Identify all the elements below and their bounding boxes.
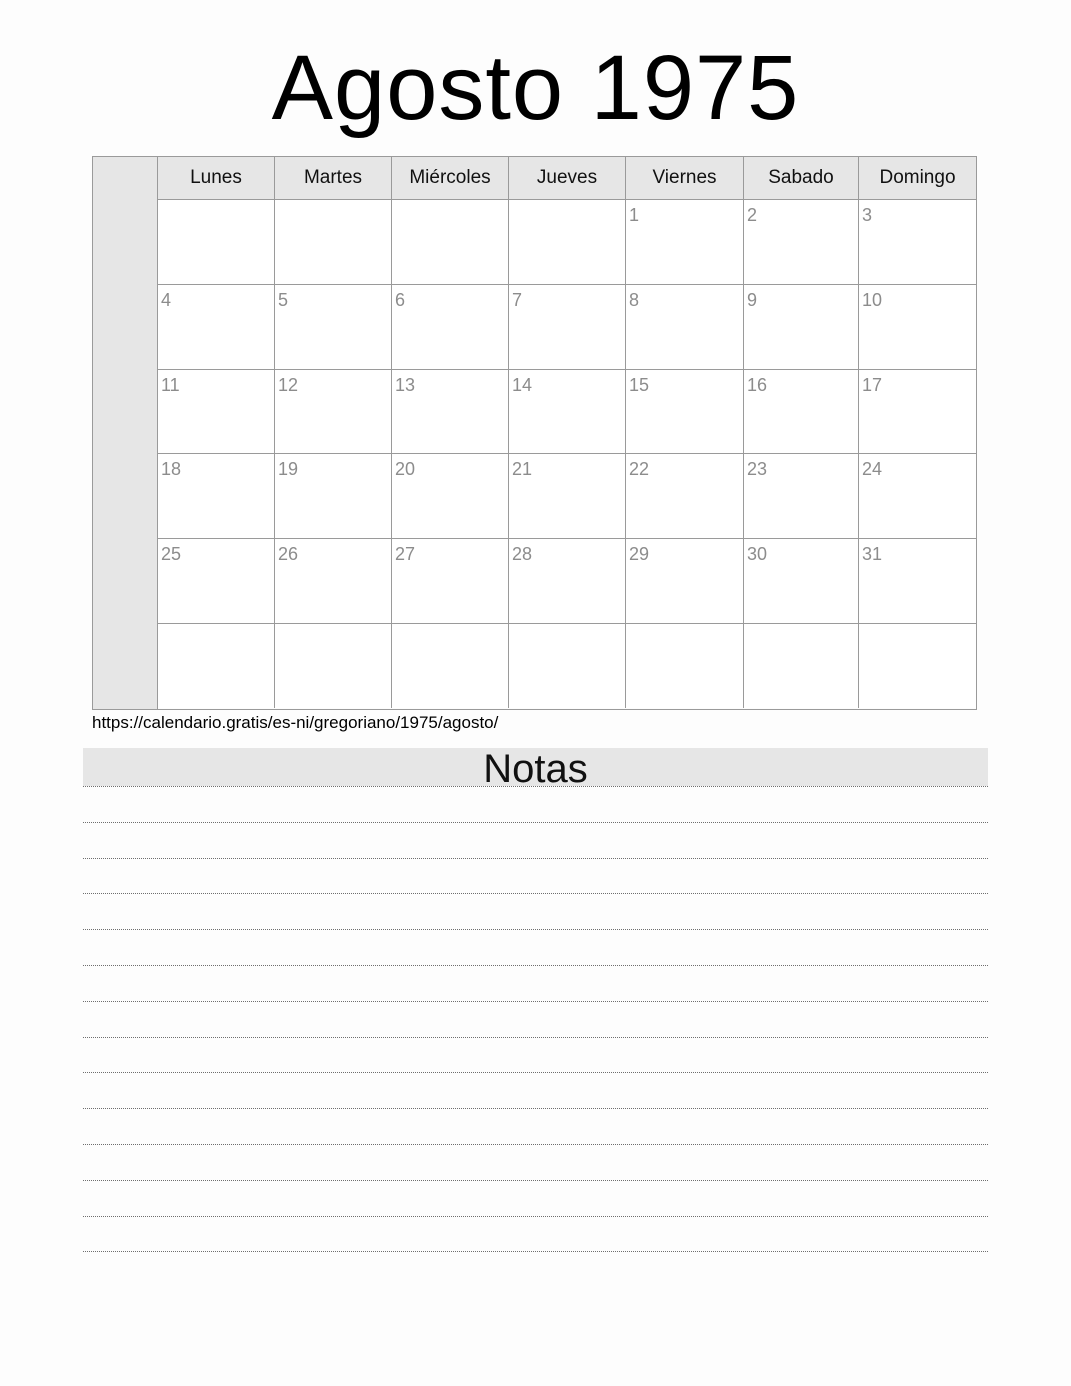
day-number: 28 (512, 544, 533, 564)
day-cell (509, 539, 626, 624)
note-line (83, 1037, 988, 1038)
weekday-header: Viernes (626, 157, 744, 200)
note-line (83, 1251, 988, 1252)
calendar-grid (92, 156, 977, 710)
day-number: 2 (747, 205, 758, 225)
day-number: 10 (862, 290, 883, 310)
note-line (83, 1108, 988, 1109)
day-number: 6 (395, 290, 406, 310)
note-line (83, 1072, 988, 1073)
day-cell (744, 370, 859, 454)
weekday-header: Martes (275, 157, 392, 200)
day-number: 18 (161, 459, 182, 479)
note-line (83, 965, 988, 966)
day-number: 9 (747, 290, 758, 310)
day-cell (859, 285, 976, 370)
day-number: 4 (161, 290, 172, 310)
day-number: 7 (512, 290, 523, 310)
day-number: 11 (161, 375, 180, 395)
day-cell (509, 200, 626, 285)
day-cell (626, 539, 744, 624)
note-line (83, 929, 988, 930)
day-cell (392, 539, 509, 624)
day-number: 29 (629, 544, 650, 564)
day-number: 3 (862, 205, 873, 225)
note-line (83, 1144, 988, 1145)
day-cell (392, 370, 509, 454)
week-number-column (93, 157, 158, 709)
day-number: 12 (278, 375, 299, 395)
day-cell (509, 285, 626, 370)
weekday-header: Jueves (509, 157, 626, 200)
day-number: 19 (278, 459, 299, 479)
day-number: 16 (747, 375, 768, 395)
day-number: 23 (747, 459, 768, 479)
day-cell (275, 370, 392, 454)
day-cell (275, 200, 392, 285)
day-cell (392, 285, 509, 370)
day-number: 14 (512, 375, 533, 395)
note-line (83, 786, 988, 787)
weekday-header: Domingo (859, 157, 976, 200)
day-number: 15 (629, 375, 650, 395)
note-line (83, 1001, 988, 1002)
day-cell (275, 539, 392, 624)
day-cell (392, 200, 509, 285)
day-cell (744, 200, 859, 285)
day-cell (158, 370, 275, 454)
day-cell (275, 624, 392, 708)
day-number: 13 (395, 375, 416, 395)
day-cell (509, 454, 626, 539)
day-number: 30 (747, 544, 768, 564)
calendar-days (158, 157, 976, 709)
day-number: 26 (278, 544, 299, 564)
day-number: 25 (161, 544, 182, 564)
day-cell (859, 454, 976, 539)
page-title: Agosto 1975 (271, 37, 800, 139)
note-line (83, 893, 988, 894)
day-cell (158, 200, 275, 285)
day-cell (744, 454, 859, 539)
day-cell (392, 454, 509, 539)
day-number: 8 (629, 290, 640, 310)
note-line (83, 822, 988, 823)
note-line (83, 1216, 988, 1217)
day-cell (626, 454, 744, 539)
day-cell (859, 200, 976, 285)
day-cell (859, 370, 976, 454)
source-url[interactable]: https://calendario.gratis/es-ni/gregoriano/1975/agosto/ (92, 713, 499, 732)
day-cell (626, 624, 744, 708)
day-cell (626, 285, 744, 370)
day-number: 1 (629, 205, 640, 225)
day-cell (158, 285, 275, 370)
day-cell (275, 285, 392, 370)
note-line (83, 1180, 988, 1181)
note-line (83, 858, 988, 859)
day-cell (626, 200, 744, 285)
day-cell (158, 454, 275, 539)
day-cell (158, 539, 275, 624)
day-number: 31 (862, 544, 883, 564)
day-number: 24 (862, 459, 883, 479)
weekday-header: Lunes (158, 157, 275, 200)
day-cell (744, 285, 859, 370)
day-cell (392, 624, 509, 708)
weekday-header: Miércoles (392, 157, 509, 200)
notes-title: Notas (83, 748, 988, 786)
day-cell (859, 624, 976, 708)
day-number: 22 (629, 459, 650, 479)
day-cell (626, 370, 744, 454)
day-cell (744, 539, 859, 624)
day-number: 20 (395, 459, 416, 479)
day-number: 17 (862, 375, 883, 395)
day-cell (744, 624, 859, 708)
day-cell (275, 454, 392, 539)
day-number: 27 (395, 544, 416, 564)
day-cell (158, 624, 275, 708)
day-number: 5 (278, 290, 289, 310)
day-cell (509, 624, 626, 708)
day-cell (859, 539, 976, 624)
day-number: 21 (512, 459, 533, 479)
weekday-header: Sabado (744, 157, 859, 200)
day-cell (509, 370, 626, 454)
